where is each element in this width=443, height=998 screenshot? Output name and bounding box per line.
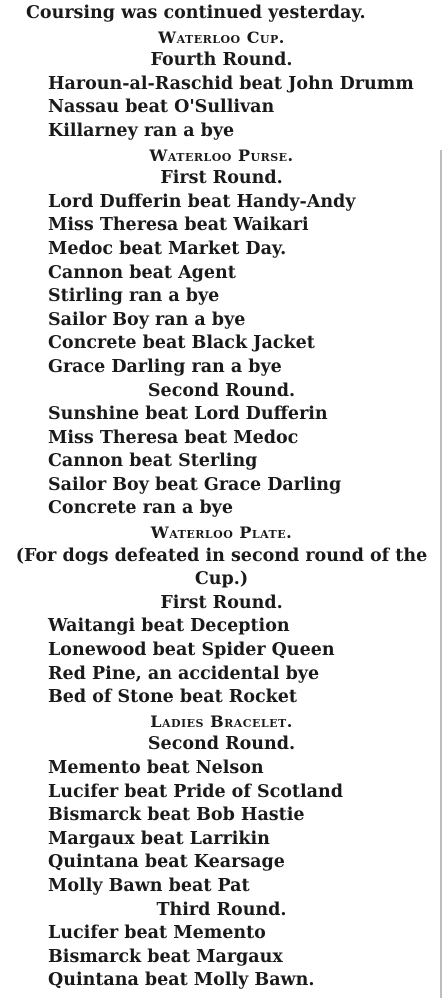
result-line: Bismarck beat Bob Hastie <box>48 805 305 826</box>
round-heading: Fourth Round. <box>150 50 293 71</box>
result-line: Concrete beat Black Jacket <box>48 333 315 354</box>
result-line: Lord Dufferin beat Handy-Andy <box>48 191 356 212</box>
result-line: Bismarck beat Margaux <box>48 946 283 967</box>
result-line: Red Pine, an accidental bye <box>48 663 320 684</box>
result-line: Miss Theresa beat Medoc <box>48 427 299 448</box>
section-heading-waterloo-cup: Waterloo Cup. <box>158 27 285 47</box>
result-line: Killarney ran a bye <box>48 120 235 141</box>
result-line: Lonewood beat Spider Queen <box>48 640 335 661</box>
result-line: Sunshine beat Lord Dufferin <box>48 404 328 425</box>
section-heading-waterloo-plate: Waterloo Plate. <box>150 523 293 543</box>
result-line: Margaux beat Larrikin <box>48 828 270 849</box>
result-line: Lucifer beat Memento <box>48 923 266 944</box>
result-line: Waitangi beat Deception <box>48 616 290 637</box>
section-heading-waterloo-purse: Waterloo Purse. <box>149 145 294 165</box>
result-line: Memento beat Nelson <box>48 758 264 778</box>
result-line: Nassau beat O'Sullivan <box>48 97 275 118</box>
round-heading: Third Round. <box>156 899 287 920</box>
result-line: Stirling ran a bye <box>48 286 220 307</box>
round-heading: First Round. <box>160 168 283 189</box>
section-heading-ladies-bracelet: Ladies Bracelet. <box>150 711 293 731</box>
result-line: Quintana beat Molly Bawn. <box>48 970 315 991</box>
result-line: Quintana beat Kearsage <box>48 852 285 873</box>
article-column <box>0 2 443 993</box>
result-line: Sailor Boy ran a bye <box>48 309 246 330</box>
round-heading: First Round. <box>160 592 283 613</box>
section-note: (For dogs defeated in second round of the <box>15 545 428 566</box>
result-line: Molly Bawn beat Pat <box>48 875 250 896</box>
result-line: Bed of Stone beat Rocket <box>48 687 297 708</box>
column-rule <box>440 150 442 998</box>
result-line: Concrete ran a bye <box>48 498 233 519</box>
round-heading: Second Round. <box>147 734 296 755</box>
intro-line: Coursing was continued yesterday. <box>26 3 366 23</box>
result-line: Cannon beat Sterling <box>48 451 258 472</box>
result-line: Lucifer beat Pride of Scotland <box>48 781 343 802</box>
section-note: Cup.) <box>194 569 249 590</box>
result-line: Grace Darling ran a bye <box>48 356 282 377</box>
result-line: Miss Theresa beat Waikari <box>48 215 309 236</box>
result-line: Medoc beat Market Day. <box>48 238 287 259</box>
result-line: Haroun-al-Raschid beat John Drumm <box>48 73 414 94</box>
round-heading: Second Round. <box>147 380 296 401</box>
result-line: Cannon beat Agent <box>48 262 236 283</box>
result-line: Sailor Boy beat Grace Darling <box>48 474 342 495</box>
